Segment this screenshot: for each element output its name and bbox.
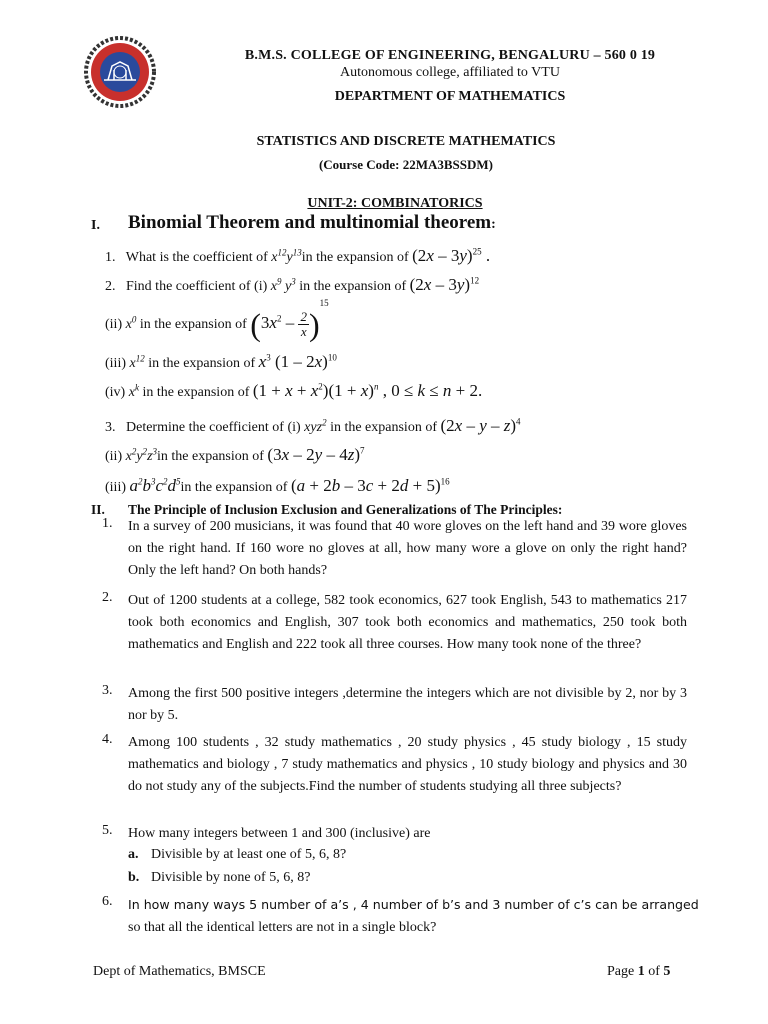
- q2-iv-term: $x^k$: [128, 382, 139, 400]
- footer-page-number: [607, 964, 670, 980]
- course-code: (Course Code: 22MA3BSSDM): [318, 157, 494, 172]
- problem-5b-text: Divisible by none of 5, 6, 8?: [151, 870, 311, 885]
- problem-1-text: In a survey of 200 musicians, it was found that 40 wore gloves on the left hand and 39 wore gloves on the right hand. If 160 wore no gloves at all, how many wore a glove on only the right hand? Only the left hand? On both hands?: [128, 519, 687, 578]
- q2-iv-label: (iv): [105, 385, 126, 400]
- section-1-title-text: Binomial Theorem and multinomial theorem: [128, 212, 492, 233]
- problem-2-number: 2.: [102, 590, 113, 605]
- q2-iii-term: $x^{12}$: [129, 353, 145, 371]
- footer-page-of: of: [648, 964, 660, 979]
- question-3-iii: [105, 476, 450, 496]
- problem-6-text-line2: so that all the identical letters are not in a single block?: [128, 920, 437, 935]
- question-3: [105, 416, 521, 436]
- q2-iv-expression: $(1 + x + x^2)(1 + x)^n$ , 0 ≤ k ≤ n + 2.: [252, 381, 483, 400]
- q3-iii-term: $a^2b^3c^2d^5$: [129, 476, 181, 495]
- problem-4-number: 4.: [102, 732, 113, 747]
- q1-text-a: What is the coefficient of: [125, 250, 268, 265]
- section-2-title: The Principle of Inclusion Exclusion and Generalizations of The Principles:: [128, 502, 563, 517]
- q2-ii-expression: ($3x^2$ – $\frac{2}{x}$ )$^{15}$: [250, 298, 329, 343]
- problem-5b-label: b.: [128, 870, 140, 885]
- footer-department: Dept of Mathematics, BMSCE: [93, 964, 266, 979]
- problem-5a-label: a.: [128, 847, 139, 862]
- section-1-title: [128, 212, 496, 234]
- question-2-ii: [105, 298, 329, 343]
- section-1-title-colon: :: [491, 217, 496, 232]
- q2-ii-text: in the expansion of: [139, 317, 247, 332]
- footer-page-prefix: Page: [607, 964, 635, 979]
- section-1-number: I.: [91, 218, 100, 233]
- college-logo: [84, 36, 156, 108]
- q3-number: 3.: [105, 420, 116, 435]
- q3-text-b: in the expansion of: [330, 420, 437, 435]
- q3-iii-expression: $(a + 2b - 3c + 2d + 5)^{16}$: [290, 476, 450, 495]
- problem-3-number: 3.: [102, 683, 113, 698]
- unit-title: UNIT-2: COMBINATORICS: [307, 196, 483, 211]
- problem-6-number: 6.: [102, 894, 113, 909]
- q3-expression: (2x – y – z)$^4$: [440, 416, 521, 435]
- problem-5-text: How many integers between 1 and 300 (inclusive) are: [128, 826, 431, 841]
- problem-3-text: Among the first 500 positive integers ,determine the integers which are not divisible by 2, nor by 3 nor by 5.: [128, 686, 687, 723]
- q1-expression: (2x – 3y)$^{25}$ .: [412, 246, 491, 265]
- question-2-iv: [105, 381, 482, 401]
- q3-iii-text: in the expansion of: [180, 480, 288, 495]
- q2-iii-text: in the expansion of: [148, 356, 256, 371]
- q1-term: $x^{12}y^{13}$: [271, 247, 302, 265]
- q2-ii-term: $x^0$: [125, 314, 137, 332]
- q1-text-b: in the expansion of: [301, 250, 409, 265]
- q2-iii-label: (iii): [105, 356, 126, 371]
- problem-6-text-line1: In how many ways 5 number of a’s , 4 number of b’s and 3 number of c’s can be arranged: [128, 897, 699, 912]
- q2-ii-label: (ii): [105, 317, 123, 332]
- q2-iii-expression: $x^3$ (1 – 2x)$^{10}$: [258, 352, 337, 371]
- q3-term: xyz$^2$: [304, 417, 327, 435]
- q2-number: 2.: [105, 279, 116, 294]
- footer-page-current: 1: [637, 964, 645, 979]
- section-2-number: II.: [91, 502, 105, 517]
- problem-2-text: Out of 1200 students at a college, 582 took economics, 627 took English, 543 to mathematics 217 took both economics and English, 307 took both economics and mathematics, 250 took both mathematics and English and 222 took all three courses. How many took none of the three?: [128, 593, 687, 652]
- q2-text-b: in the expansion of: [299, 279, 407, 294]
- q3-ii-text: in the expansion of: [157, 449, 264, 464]
- question-1: [105, 246, 490, 266]
- q3-iii-label: (iii): [105, 480, 126, 495]
- affiliation: Autonomous college, affiliated to VTU: [340, 65, 560, 80]
- question-2-iii: [105, 352, 337, 372]
- question-3-ii: [105, 445, 364, 465]
- q2-expression: (2x – 3y)$^{12}$: [409, 275, 480, 294]
- department-name: DEPARTMENT OF MATHEMATICS: [334, 89, 566, 104]
- q1-number: 1.: [105, 250, 116, 265]
- problem-5a-text: Divisible by at least one of 5, 6, 8?: [151, 847, 347, 862]
- problem-5-number: 5.: [102, 823, 113, 838]
- question-2: [105, 275, 479, 295]
- problem-1-number: 1.: [102, 516, 113, 531]
- footer-page-total: 5: [663, 964, 671, 979]
- q3-ii-expression: (3x – 2y – 4z)$^7$: [267, 445, 365, 464]
- q2-iv-text: in the expansion of: [142, 385, 250, 400]
- q3-text-a: Determine the coefficient of (i): [126, 420, 301, 435]
- q2-text-a: Find the coefficient of (i): [126, 279, 268, 294]
- q2-term: $x^9$ $y^3$: [270, 276, 296, 294]
- q3-ii-term: $x^2y^2z^3$: [125, 446, 157, 464]
- course-title: STATISTICS AND DISCRETE MATHEMATICS: [256, 134, 556, 149]
- college-name: B.M.S. COLLEGE OF ENGINEERING, BENGALURU – 560 0 19: [244, 48, 656, 63]
- problem-4-text: Among 100 students , 32 study mathematics , 20 study physics , 45 study biology , 15 study mathematics and biology , 7 study mathematics and physics , 10 study biology and physics and 30 do not study any of the subjects.Find the number of students studying all three subjects?: [128, 735, 687, 794]
- q3-ii-label: (ii): [105, 449, 123, 464]
